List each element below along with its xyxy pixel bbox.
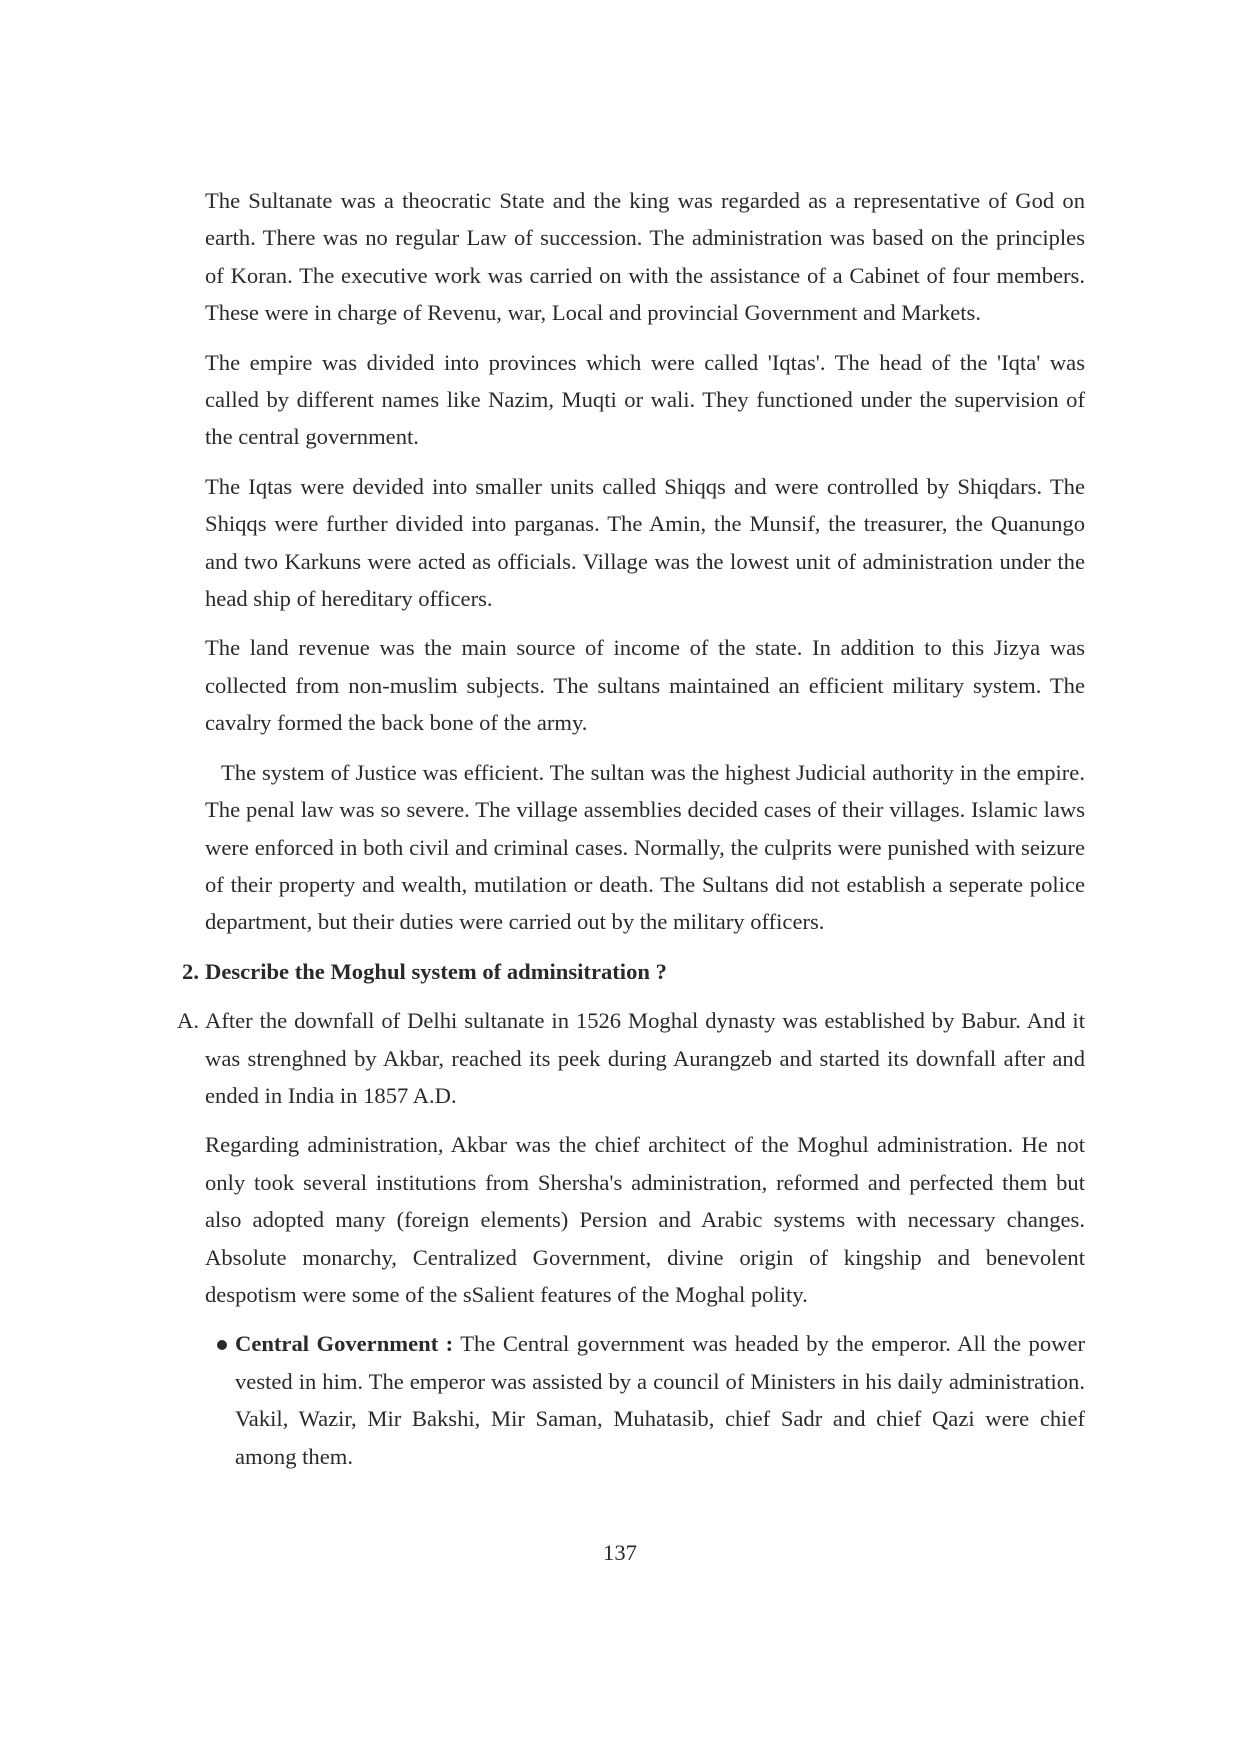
paragraph-sultanate-theocracy: The Sultanate was a theocratic State and the king was regarded as a representative of God on earth. There was no regular Law of succession. The administration was based on the principles of Koran. The executive work was carried on with the assistance of a Cabinet of four members. These were in charge of Revenu, war, Local and provincial Government and Markets. bbox=[205, 188, 1085, 326]
bullet-central-government bbox=[205, 1325, 1085, 1475]
question-text: Describe the Moghul system of adminsitration ? bbox=[205, 958, 667, 984]
question-number: 2. bbox=[182, 958, 199, 984]
answer-block bbox=[177, 1002, 1085, 1114]
page-content bbox=[177, 182, 1085, 1475]
paragraph-land-revenue: The land revenue was the main source of income of the state. In addition to this Jizya was collected from non-muslim subjects. The sultans maintained an efficient military system. The cavalry formed the back bone of the army. bbox=[205, 635, 1085, 736]
answer-text: After the downfall of Delhi sultanate in 1526 Moghal dynasty was established by Babur. And it was strenghned by Akbar, reached its peek during Aurangzeb and started its downfall after and ended in India in 1857 A.D. bbox=[205, 1008, 1085, 1108]
paragraph-shiqqs: The Iqtas were devided into smaller units called Shiqqs and were controlled by Shiqdars. The Shiqqs were further divided into parganas. The Amin, the Munsif, the treasurer, the Quanungo and two Karkuns were acted as officials. Village was the lowest unit of administration under the head ship of hereditary officers. bbox=[205, 473, 1085, 612]
paragraph-justice: The system of Justice was efficient. The sultan was the highest Judicial authority in the empire. The penal law was so severe. The village assemblies decided cases of their villages. Islamic laws were enforced in both civil and criminal cases. Normally, the culprits were punished with seizure of their property and wealth, mutilation or death. The Sultans did not establish a seperate police department, but their duties were carried out by the military officers. bbox=[205, 759, 1085, 935]
bullet-icon bbox=[217, 1340, 227, 1350]
answer-marker: A. bbox=[177, 1008, 199, 1034]
paragraph-akbar-administration: Regarding administration, Akbar was the chief architect of the Moghul administration. He not only took several institutions from Shersha's administration, reformed and perfected them but also adopted many (foreign elements) Persion and Arabic systems with necessary changes. Absolute monarchy, Centralized Government, divine origin of kingship and benevolent despotism were some of the sSalient features of the Moghal polity. bbox=[205, 1132, 1085, 1307]
bullet-lead: Central Government : bbox=[235, 1331, 454, 1357]
question-block bbox=[182, 953, 1085, 990]
paragraph-iqtas: The empire was divided into provinces which were called 'Iqtas'. The head of the 'Iqta' was called by different names like Nazim, Muqti or wali. They functioned under the supervision of the central government. bbox=[205, 349, 1085, 450]
bullet-text: The Central government was headed by the emperor. All the power vested in him. The emperor was assisted by a council of Ministers in his daily administration. Vakil, Wazir, Mir Bakshi, Mir Saman, Muhatasib, chief Sadr and chief Qazi were chief among them. bbox=[235, 1331, 1085, 1469]
page-number: 137 bbox=[603, 1540, 637, 1565]
bullet-paragraph bbox=[235, 1325, 1085, 1475]
